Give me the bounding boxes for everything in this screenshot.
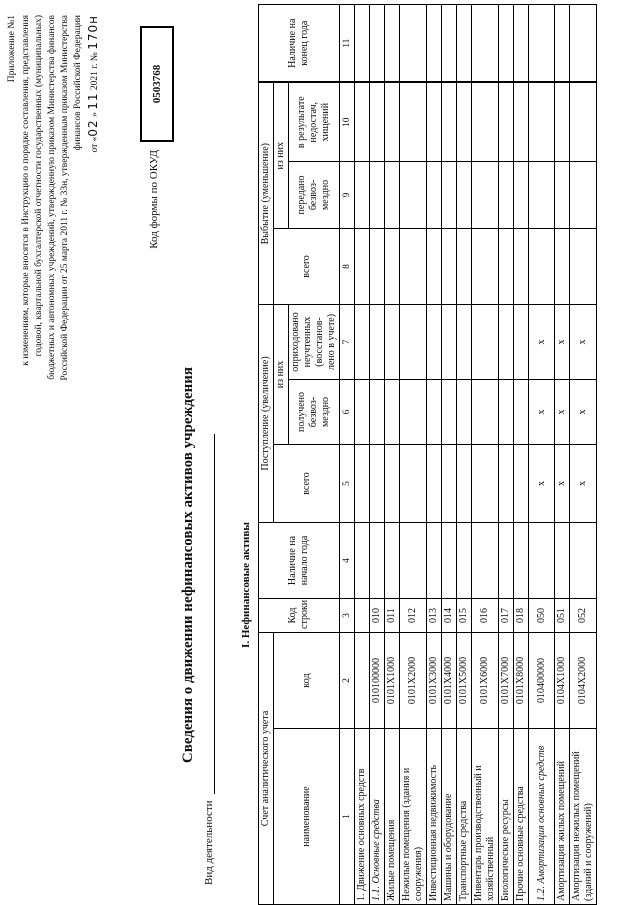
value-shortage[interactable]	[400, 82, 427, 161]
value-end[interactable]	[355, 4, 370, 82]
value-shortage[interactable]	[442, 82, 457, 161]
section-title: I. Нефинансовые активы	[240, 522, 252, 648]
value-gratis-out[interactable]	[355, 161, 370, 228]
value-gratis-in[interactable]: x	[529, 379, 555, 444]
value-gratis-in[interactable]	[499, 379, 514, 444]
date-month: 11	[86, 92, 100, 110]
row-line-code: 018	[514, 598, 529, 632]
row-name: Жилые помещения	[385, 729, 400, 905]
table-row	[529, 4, 555, 904]
row-line-code: 052	[570, 598, 597, 632]
value-begin[interactable]	[427, 522, 442, 598]
value-income-total[interactable]: x	[529, 444, 555, 522]
value-end[interactable]	[570, 4, 597, 82]
value-gratis-in[interactable]: x	[555, 379, 570, 444]
value-recovered[interactable]	[499, 304, 514, 379]
row-name: 1. Движение основных средств	[355, 729, 370, 905]
row-account-code: 0101X5000	[457, 632, 472, 728]
value-shortage[interactable]	[570, 82, 597, 161]
okud-label: Код формы по ОКУД	[148, 150, 160, 249]
column-number: 2	[340, 632, 355, 728]
row-line-code: 013	[427, 598, 442, 632]
value-begin[interactable]	[355, 522, 370, 598]
value-gratis-in[interactable]	[370, 379, 385, 444]
value-end[interactable]	[400, 4, 427, 82]
value-begin[interactable]	[529, 522, 555, 598]
row-account-code: 0101X2000	[400, 632, 427, 728]
row-account-code: 0101X4000	[442, 632, 457, 728]
value-begin[interactable]	[400, 522, 427, 598]
value-recovered[interactable]	[514, 304, 529, 379]
column-number: 4	[340, 522, 355, 598]
order-date-line: от «02 » 11 2021 г. № 170н	[86, 15, 100, 153]
value-gratis-out[interactable]	[472, 161, 499, 228]
value-gratis-out[interactable]	[457, 161, 472, 228]
column-number: 8	[340, 228, 355, 304]
value-outflow-total[interactable]	[472, 228, 499, 304]
value-end[interactable]	[457, 4, 472, 82]
row-line-code: 051	[555, 598, 570, 632]
value-income-total[interactable]	[427, 444, 442, 522]
value-outflow-total[interactable]	[457, 228, 472, 304]
table-row	[499, 4, 514, 904]
header-code: код	[274, 632, 340, 728]
value-recovered[interactable]	[400, 304, 427, 379]
value-begin[interactable]	[514, 522, 529, 598]
value-end[interactable]	[427, 4, 442, 82]
value-recovered[interactable]	[370, 304, 385, 379]
value-gratis-out[interactable]	[400, 161, 427, 228]
table-body	[355, 4, 597, 904]
row-account-code: 0104X1000	[555, 632, 570, 728]
activity-field[interactable]	[200, 434, 215, 794]
value-income-total[interactable]	[442, 444, 457, 522]
value-begin[interactable]	[555, 522, 570, 598]
value-outflow-total[interactable]	[400, 228, 427, 304]
header-income-total: всего	[274, 444, 340, 522]
column-number: 10	[340, 82, 355, 161]
value-end[interactable]	[442, 4, 457, 82]
row-account-code	[355, 632, 370, 728]
appendix-note	[6, 15, 102, 385]
value-gratis-out[interactable]	[514, 161, 529, 228]
value-recovered[interactable]: x	[570, 304, 597, 379]
value-gratis-in[interactable]	[385, 379, 400, 444]
table-row	[355, 4, 370, 904]
row-account-code: 0101X7000	[499, 632, 514, 728]
value-begin[interactable]	[385, 522, 400, 598]
value-shortage[interactable]	[427, 82, 442, 161]
header-income: Поступление (увеличение)	[259, 304, 274, 522]
header-end: Наличие на конец года	[259, 4, 340, 82]
value-gratis-out[interactable]	[442, 161, 457, 228]
value-gratis-in[interactable]	[355, 379, 370, 444]
table-row	[427, 4, 442, 904]
row-account-code: 0101X3000	[427, 632, 442, 728]
value-shortage[interactable]	[385, 82, 400, 161]
value-gratis-in[interactable]	[400, 379, 427, 444]
column-number: 1	[340, 729, 355, 905]
row-name: Инвестиционная недвижимость	[427, 729, 442, 905]
order-number: 170н	[86, 15, 100, 50]
row-name: Амортизация нежилых помещений (зданий и сооружений)	[570, 729, 597, 905]
value-outflow-total[interactable]	[529, 228, 555, 304]
value-outflow-total[interactable]	[514, 228, 529, 304]
appendix-number: Приложение №1	[7, 15, 17, 83]
row-name: Машины и оборудование	[442, 729, 457, 905]
value-gratis-out[interactable]	[370, 161, 385, 228]
header-account: Счет аналитического учета	[259, 632, 274, 904]
value-recovered[interactable]	[427, 304, 442, 379]
row-name: Биологические ресурсы	[499, 729, 514, 905]
value-income-total[interactable]: x	[570, 444, 597, 522]
value-gratis-out[interactable]	[570, 161, 597, 228]
value-begin[interactable]	[499, 522, 514, 598]
note-line: Российской Федерации от 25 марта 2011 г. № 33н, утвержденным приказом Министерства	[60, 15, 70, 381]
value-gratis-in[interactable]	[514, 379, 529, 444]
value-shortage[interactable]	[472, 82, 499, 161]
value-gratis-in[interactable]: x	[570, 379, 597, 444]
value-recovered[interactable]: x	[555, 304, 570, 379]
activity-label: Вид деятельности	[203, 800, 215, 885]
okud-block	[138, 0, 174, 300]
row-line-code	[355, 598, 370, 632]
header-row-code: Код строки	[259, 598, 340, 632]
note-line: финансов Российской Федерации	[73, 15, 83, 151]
value-begin[interactable]	[570, 522, 597, 598]
value-outflow-total[interactable]	[570, 228, 597, 304]
value-income-total[interactable]	[472, 444, 499, 522]
value-recovered[interactable]: x	[529, 304, 555, 379]
row-name: 1.2. Амортизация основных средств	[529, 729, 555, 905]
value-shortage[interactable]	[514, 82, 529, 161]
value-shortage[interactable]	[529, 82, 555, 161]
value-outflow-total[interactable]	[385, 228, 400, 304]
row-line-code: 011	[385, 598, 400, 632]
column-number: 9	[340, 161, 355, 228]
header-outflow: Выбытие (уменьшение)	[259, 82, 274, 304]
date-day: 02	[86, 119, 100, 137]
row-line-code: 015	[457, 598, 472, 632]
table-row	[400, 4, 427, 904]
value-shortage[interactable]	[457, 82, 472, 161]
value-recovered[interactable]	[355, 304, 370, 379]
value-outflow-total[interactable]	[370, 228, 385, 304]
value-shortage[interactable]	[370, 82, 385, 161]
value-end[interactable]	[385, 4, 400, 82]
value-income-total[interactable]	[355, 444, 370, 522]
value-end[interactable]	[555, 4, 570, 82]
column-number: 3	[340, 598, 355, 632]
value-gratis-out[interactable]	[529, 161, 555, 228]
table-row	[442, 4, 457, 904]
row-account-code: 0104X2000	[570, 632, 597, 728]
header-outflow-total: всего	[274, 228, 340, 304]
value-income-total[interactable]	[499, 444, 514, 522]
value-recovered[interactable]	[457, 304, 472, 379]
value-income-total[interactable]: x	[555, 444, 570, 522]
value-end[interactable]	[472, 4, 499, 82]
value-outflow-total[interactable]	[499, 228, 514, 304]
header-gratis-in: получено безвоз-мездно	[289, 379, 340, 444]
value-outflow-total[interactable]	[555, 228, 570, 304]
activity-type	[200, 325, 215, 885]
header-income-of-which: из них	[274, 304, 289, 444]
note-line: к изменениям, которые вносятся в Инструкцию о порядке составления, представления	[21, 15, 31, 366]
value-recovered[interactable]	[385, 304, 400, 379]
value-gratis-in[interactable]	[427, 379, 442, 444]
column-number: 5	[340, 444, 355, 522]
value-begin[interactable]	[442, 522, 457, 598]
value-gratis-out[interactable]	[499, 161, 514, 228]
row-line-code: 050	[529, 598, 555, 632]
header-name: наименование	[274, 729, 340, 905]
row-account-code: 0101X8000	[514, 632, 529, 728]
value-shortage[interactable]	[499, 82, 514, 161]
table-row	[370, 4, 385, 904]
table-row	[385, 4, 400, 904]
column-number: 11	[340, 4, 355, 82]
row-name: 1.1. Основные средства	[370, 729, 385, 905]
header-recovered: оприходовано неучтенных (восстанов-лено в учете)	[289, 304, 340, 379]
row-name: Нежилые помещения (здания и сооружения)	[400, 729, 427, 905]
value-outflow-total[interactable]	[442, 228, 457, 304]
row-line-code: 017	[499, 598, 514, 632]
value-gratis-in[interactable]	[472, 379, 499, 444]
value-gratis-out[interactable]	[385, 161, 400, 228]
value-begin[interactable]	[370, 522, 385, 598]
note-line: бюджетных и автономных учреждений, утвержденную приказом Министерства финансов	[47, 15, 57, 380]
row-line-code: 014	[442, 598, 457, 632]
value-income-total[interactable]	[457, 444, 472, 522]
value-recovered[interactable]	[442, 304, 457, 379]
table-row	[570, 4, 597, 904]
column-number: 6	[340, 379, 355, 444]
value-recovered[interactable]	[472, 304, 499, 379]
value-shortage[interactable]	[355, 82, 370, 161]
table-row	[457, 4, 472, 904]
table-row	[472, 4, 499, 904]
value-end[interactable]	[514, 4, 529, 82]
column-number: 7	[340, 304, 355, 379]
row-account-code: 010400000	[529, 632, 555, 728]
row-account-code: 0101X6000	[472, 632, 499, 728]
row-name: Прочие основные средства	[514, 729, 529, 905]
value-begin[interactable]	[472, 522, 499, 598]
row-name: Амортизация жилых помещений	[555, 729, 570, 905]
header-shortage: в результате недостач, хищений	[289, 82, 340, 161]
table-row	[555, 4, 570, 904]
assets-table	[258, 4, 597, 905]
row-line-code: 012	[400, 598, 427, 632]
header-outflow-of-which: из них	[274, 82, 289, 228]
value-end[interactable]	[529, 4, 555, 82]
value-gratis-in[interactable]	[442, 379, 457, 444]
value-outflow-total[interactable]	[427, 228, 442, 304]
value-gratis-out[interactable]	[555, 161, 570, 228]
value-income-total[interactable]	[385, 444, 400, 522]
value-end[interactable]	[499, 4, 514, 82]
value-outflow-total[interactable]	[355, 228, 370, 304]
row-account-code: 010100000	[370, 632, 385, 728]
okud-code: 0503768	[140, 26, 174, 142]
value-income-total[interactable]	[400, 444, 427, 522]
header-begin: Наличие на начало года	[259, 522, 340, 598]
value-shortage[interactable]	[555, 82, 570, 161]
column-number-row	[340, 4, 355, 904]
header-gratis-out: передано безвоз-мездно	[289, 161, 340, 228]
row-account-code: 0101X1000	[385, 632, 400, 728]
page-title: Сведения о движении нефинансовых активов учреждения	[180, 366, 196, 764]
value-begin[interactable]	[457, 522, 472, 598]
row-name: Транспортные средства	[457, 729, 472, 905]
value-end[interactable]	[370, 4, 385, 82]
row-line-code: 016	[472, 598, 499, 632]
value-gratis-out[interactable]	[427, 161, 442, 228]
note-line: годовой, квартальной бухгалтерской отчетности государственных (муниципальных)	[34, 15, 44, 357]
row-line-code: 010	[370, 598, 385, 632]
table-row	[514, 4, 529, 904]
value-income-total[interactable]	[514, 444, 529, 522]
row-name: Инвентарь производственный и хозяйственный	[472, 729, 499, 905]
value-income-total[interactable]	[370, 444, 385, 522]
value-gratis-in[interactable]	[457, 379, 472, 444]
